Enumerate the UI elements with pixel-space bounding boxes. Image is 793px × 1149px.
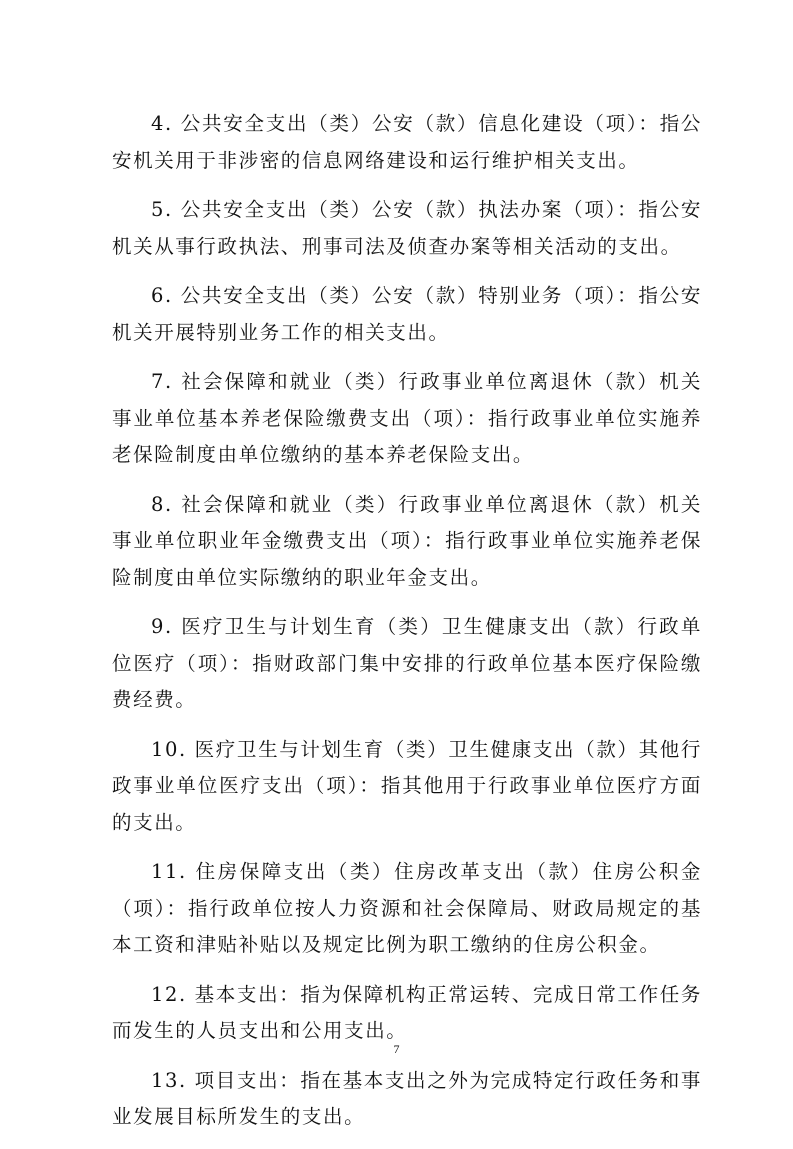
paragraph-item-11: 11. 住房保障支出（类）住房改革支出（款）住房公积金（项）：指行政单位按人力资源和社会保障局、财政局规定的基本工资和津贴补贴以及规定比例为职工缴纳的住房公积金。 (112, 860, 702, 956)
document-body (112, 106, 702, 1149)
paragraph-item-13: 13. 项目支出：指在基本支出之外为完成特定行政任务和事业发展目标所发生的支出。 (112, 1068, 702, 1128)
paragraph-item-5: 5. 公共安全支出（类）公安（款）执法办案（项）：指公安机关从事行政执法、刑事司法及侦查办案等相关活动的支出。 (112, 198, 702, 258)
paragraph-item-7: 7. 社会保障和就业（类）行政事业单位离退休（款）机关事业单位基本养老保险缴费支出（项）：指行政事业单位实施养老保险制度由单位缴纳的基本养老保险支出。 (112, 370, 702, 466)
paragraph-item-4: 4. 公共安全支出（类）公安（款）信息化建设（项）：指公安机关用于非涉密的信息网络建设和运行维护相关支出。 (112, 112, 702, 172)
paragraph-item-6: 6. 公共安全支出（类）公安（款）特别业务（项）：指公安机关开展特别业务工作的相关支出。 (112, 284, 702, 344)
paragraph-item-10: 10. 医疗卫生与计划生育（类）卫生健康支出（款）其他行政事业单位医疗支出（项）：指其他用于行政事业单位医疗方面的支出。 (112, 737, 702, 834)
paragraph-item-8: 8. 社会保障和就业（类）行政事业单位离退休（款）机关事业单位职业年金缴费支出（项）：指行政事业单位实施养老保险制度由单位实际缴纳的职业年金支出。 (112, 492, 702, 589)
paragraph-item-12: 12. 基本支出：指为保障机构正常运转、完成日常工作任务而发生的人员支出和公用支出。 (112, 982, 702, 1042)
paragraph-item-9: 9. 医疗卫生与计划生育（类）卫生健康支出（款）行政单位医疗（项）：指财政部门集中安排的行政单位基本医疗保险缴费经费。 (112, 615, 702, 711)
page-number: 7 (393, 1042, 400, 1056)
